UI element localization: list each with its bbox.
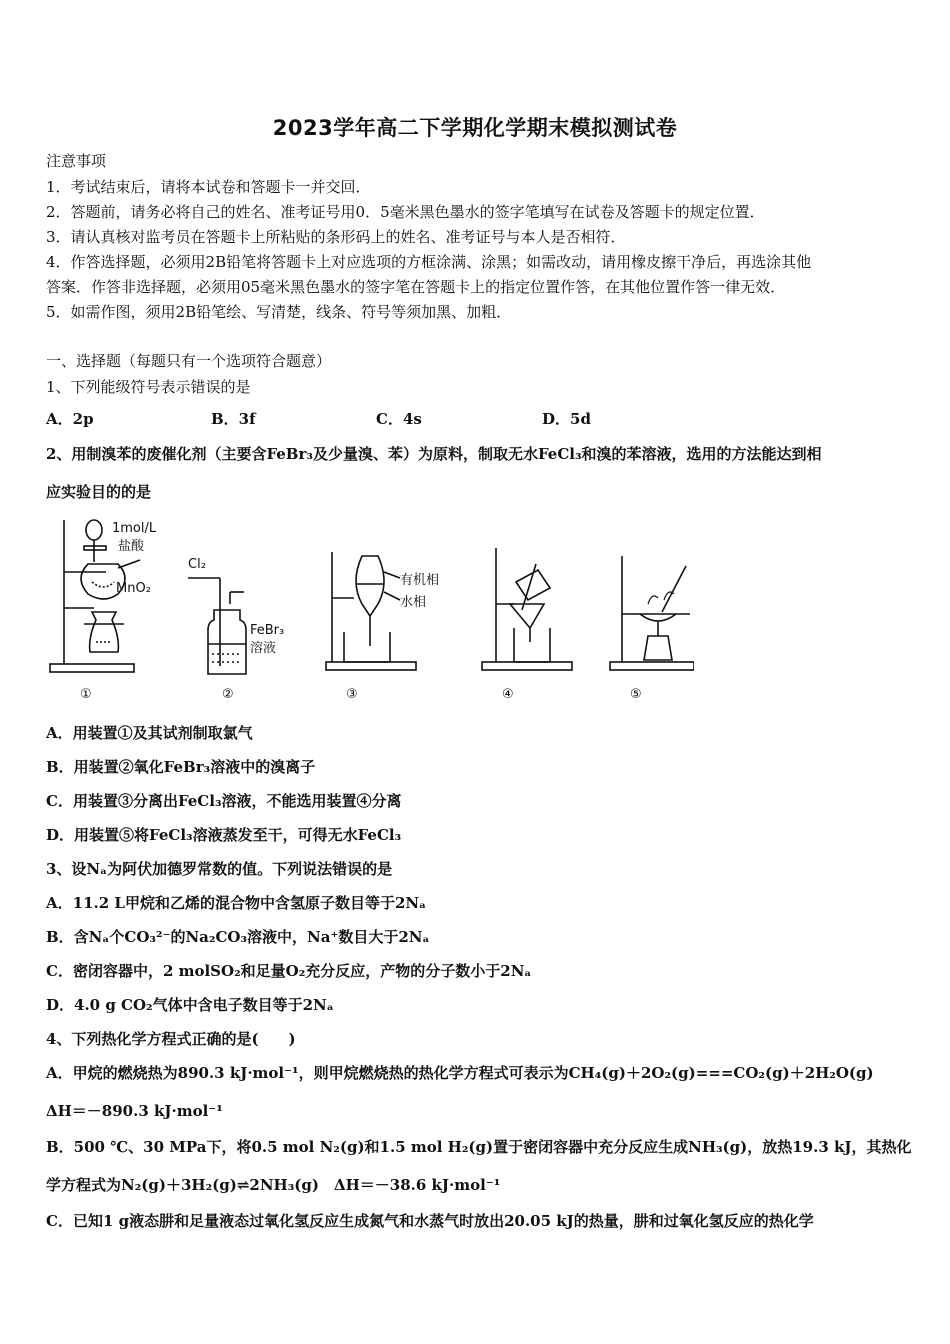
notice-item: 4．作答选择题，必须用2B铅笔将答题卡上对应选项的方框涂满、涂黑；如需改动，请用橡皮擦干净后，再选涂其他 [46,253,812,271]
apparatus-4-drawing [482,548,572,670]
question-2-option-a: A．用装置①及其试剂制取氯气 [46,724,253,742]
question-3-option-b: B．含Nₐ个CO₃²⁻的Na₂CO₃溶液中，Na⁺数目大于2Nₐ [46,928,430,946]
notice-item: 3．请认真核对监考员在答题卡上所粘贴的条形码上的姓名、准考证号与本人是否相符． [46,228,626,246]
hcl-label: 盐酸 [118,539,145,554]
option-c: C．4s [376,410,422,428]
question-2-stem-cont: 应实验目的的是 [46,483,152,501]
question-2-option-b: B．用装置②氧化FeBr₃溶液中的溴离子 [46,758,316,776]
question-4-option-c: C．已知1 g液态肼和足量液态过氧化氢反应生成氮气和水蒸气时放出20.05 kJ的热量，肼和过氧化氢反应的热化学 [46,1212,814,1230]
question-2-option-d: D．用装置⑤将FeCl₃溶液蒸发至干，可得无水FeCl₃ [46,826,402,844]
apparatus-drawing [44,512,694,708]
cl2-label: Cl₂ [188,557,206,572]
mno2-label: MnO₂ [116,581,151,596]
febr3-label: FeBr₃ [250,623,285,638]
option-d: D．5d [542,410,591,428]
notice-item: 2．答题前，请务必将自己的姓名、准考证号用0．5毫米黑色墨水的签字笔填写在试卷及答题卡的规定位置． [46,203,765,221]
notice-item: 1．考试结束后，请将本试卷和答题卡一并交回． [46,178,371,196]
question-3-stem: 3、设Nₐ为阿伏加德罗常数的值。下列说法错误的是 [46,860,393,878]
page-title: 2023学年高二下学期化学期末模拟测试卷 [272,116,678,140]
apparatus-1-label: ① [80,687,92,702]
question-2-option-c: C．用装置③分离出FeCl₃溶液，不能选用装置④分离 [46,792,402,810]
section-heading: 一、选择题（每题只有一个选项符合题意） [46,352,332,370]
apparatus-4-label: ④ [502,687,514,702]
question-4-stem: 4、下列热化学方程式正确的是( ) [46,1030,296,1048]
question-2-stem: 2、用制溴苯的废催化剂（主要含FeBr₃及少量溴、苯）为原料，制取无水FeCl₃和溴的苯溶液，选用的方法能达到相 [46,445,822,463]
organic-phase-label: 有机相 [400,573,440,588]
hcl-concentration-label: 1mol/L [112,521,157,536]
question-3-option-d: D．4.0 g CO₂气体中含电子数目等于2Nₐ [46,996,334,1014]
question-3-option-c: C．密闭容器中，2 molSO₂和足量O₂充分反应，产物的分子数小于2Nₐ [46,962,532,980]
notice-item: 答案．作答非选择题，必须用05毫米黑色墨水的签字笔在答题卡上的指定位置作答，在其他位置作答一律无效． [46,278,786,296]
apparatus-2-drawing [188,578,246,674]
notice-heading: 注意事项 [46,152,107,170]
apparatus-2-label: ② [222,687,234,702]
apparatus-3-drawing [326,552,416,670]
apparatus-5-label: ⑤ [630,687,642,702]
notice-item: 5．如需作图，须用2B铅笔绘、写清楚，线条、符号等须加黑、加粗． [46,303,512,321]
option-b: B．3f [211,410,256,428]
question-4-option-a-cont: ΔH＝－890.3 kJ·mol⁻¹ [46,1102,223,1120]
question-4-option-b-cont: 学方程式为N₂(g)＋3H₂(g)⇌2NH₃(g) ΔH＝－38.6 kJ·mol⁻¹ [46,1176,501,1194]
question-1-stem: 1、下列能级符号表示错误的是 [46,378,251,396]
apparatus-5-drawing [610,556,694,670]
question-4-option-b: B．500 ℃、30 MPa下，将0.5 mol N₂(g)和1.5 mol H₂(g)置于密闭容器中充分反应生成NH₃(g)，放热19.3 kJ，其热化 [46,1138,912,1156]
apparatus-figure [44,512,694,708]
question-4-option-a: A．甲烷的燃烧热为890.3 kJ·mol⁻¹，则甲烷燃烧热的热化学方程式可表示为CH₄(g)＋2O₂(g)===CO₂(g)＋2H₂O(g) [46,1064,874,1082]
apparatus-3-label: ③ [346,687,358,702]
option-a: A．2p [46,410,94,428]
solution-label: 溶液 [250,641,277,656]
aqueous-phase-label: 水相 [400,595,427,610]
question-3-option-a: A．11.2 L甲烷和乙烯的混合物中含氢原子数目等于2Nₐ [46,894,427,912]
